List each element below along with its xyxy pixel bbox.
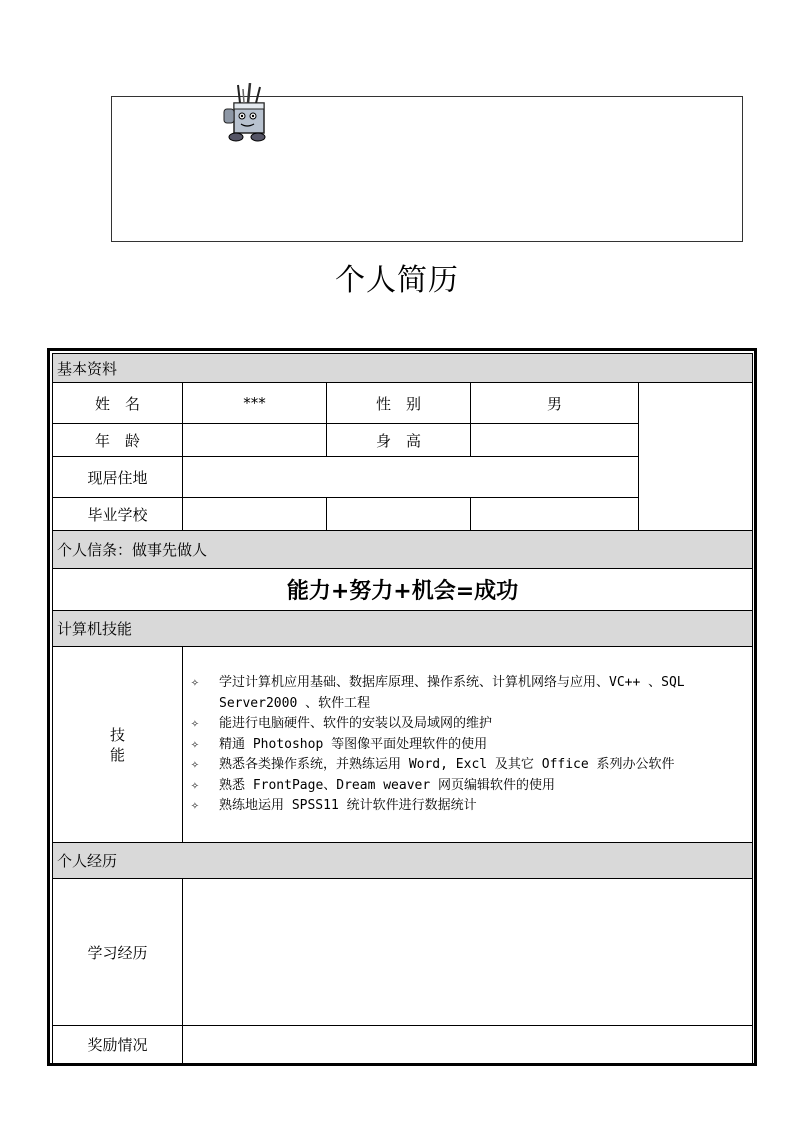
school-extra-2 [471, 498, 639, 531]
age-value [183, 424, 327, 457]
height-label: 身 高 [327, 424, 471, 457]
height-value [471, 424, 639, 457]
school-label: 毕业学校 [53, 498, 183, 531]
study-label: 学习经历 [53, 879, 183, 1026]
address-label: 现居住地 [53, 457, 183, 498]
list-item: ✧ 熟悉 FrontPage、Dream weaver 网页编辑软件的使用 [191, 776, 748, 797]
diamond-bullet-icon: ✧ [191, 798, 199, 813]
gender-value: 男 [471, 383, 639, 424]
section-motto: 个人信条：做事先做人 [53, 531, 753, 569]
section-computer-skills: 计算机技能 [53, 611, 753, 647]
skills-label-line2: 能 [109, 745, 125, 764]
section-basic-info: 基本资料 [53, 354, 753, 383]
gender-label: 性 别 [327, 383, 471, 424]
resume-table [52, 353, 753, 1064]
list-item: ✧ 熟悉各类操作系统，并熟练运用 Word, Excl 及其它 Office 系列办公软件 [191, 755, 748, 776]
resume-frame [47, 348, 757, 1066]
list-item: ✧ 精通 Photoshop 等图像平面处理软件的使用 [191, 735, 748, 756]
section-experience: 个人经历 [53, 843, 753, 879]
name-value: *** [183, 383, 327, 424]
skills-label [53, 647, 183, 843]
list-item: ✧ 能进行电脑硬件、软件的安装以及局域网的维护 [191, 714, 748, 735]
list-item: ✧ 学过计算机应用基础、数据库原理、操作系统、计算机网络与应用、VC++ 、SQL Server2000 、软件工程 [191, 675, 685, 711]
header-frame [111, 96, 743, 242]
page-title: 个人简历 [335, 263, 459, 298]
skills-list [191, 673, 748, 817]
awards-value [183, 1026, 753, 1064]
photo-cell [639, 383, 753, 531]
study-value [183, 879, 753, 1026]
address-value [183, 457, 639, 498]
list-item: ✧ 熟练地运用 SPSS11 统计软件进行数据统计 [191, 796, 748, 817]
school-value [183, 498, 327, 531]
motto-text: 能力+努力+机会=成功 [53, 569, 753, 611]
diamond-bullet-icon: ✧ [191, 757, 199, 772]
skills-label-line1: 技 [109, 725, 125, 744]
age-label: 年 龄 [53, 424, 183, 457]
pencil-cup-character-icon [220, 83, 272, 143]
diamond-bullet-icon: ✧ [191, 675, 199, 690]
skills-list-cell [183, 647, 753, 843]
awards-label: 奖励情况 [53, 1026, 183, 1064]
school-extra-1 [327, 498, 471, 531]
diamond-bullet-icon: ✧ [191, 736, 199, 752]
diamond-bullet-icon: ✧ [191, 716, 199, 731]
name-label: 姓 名 [53, 383, 183, 424]
diamond-bullet-icon: ✧ [191, 777, 199, 793]
